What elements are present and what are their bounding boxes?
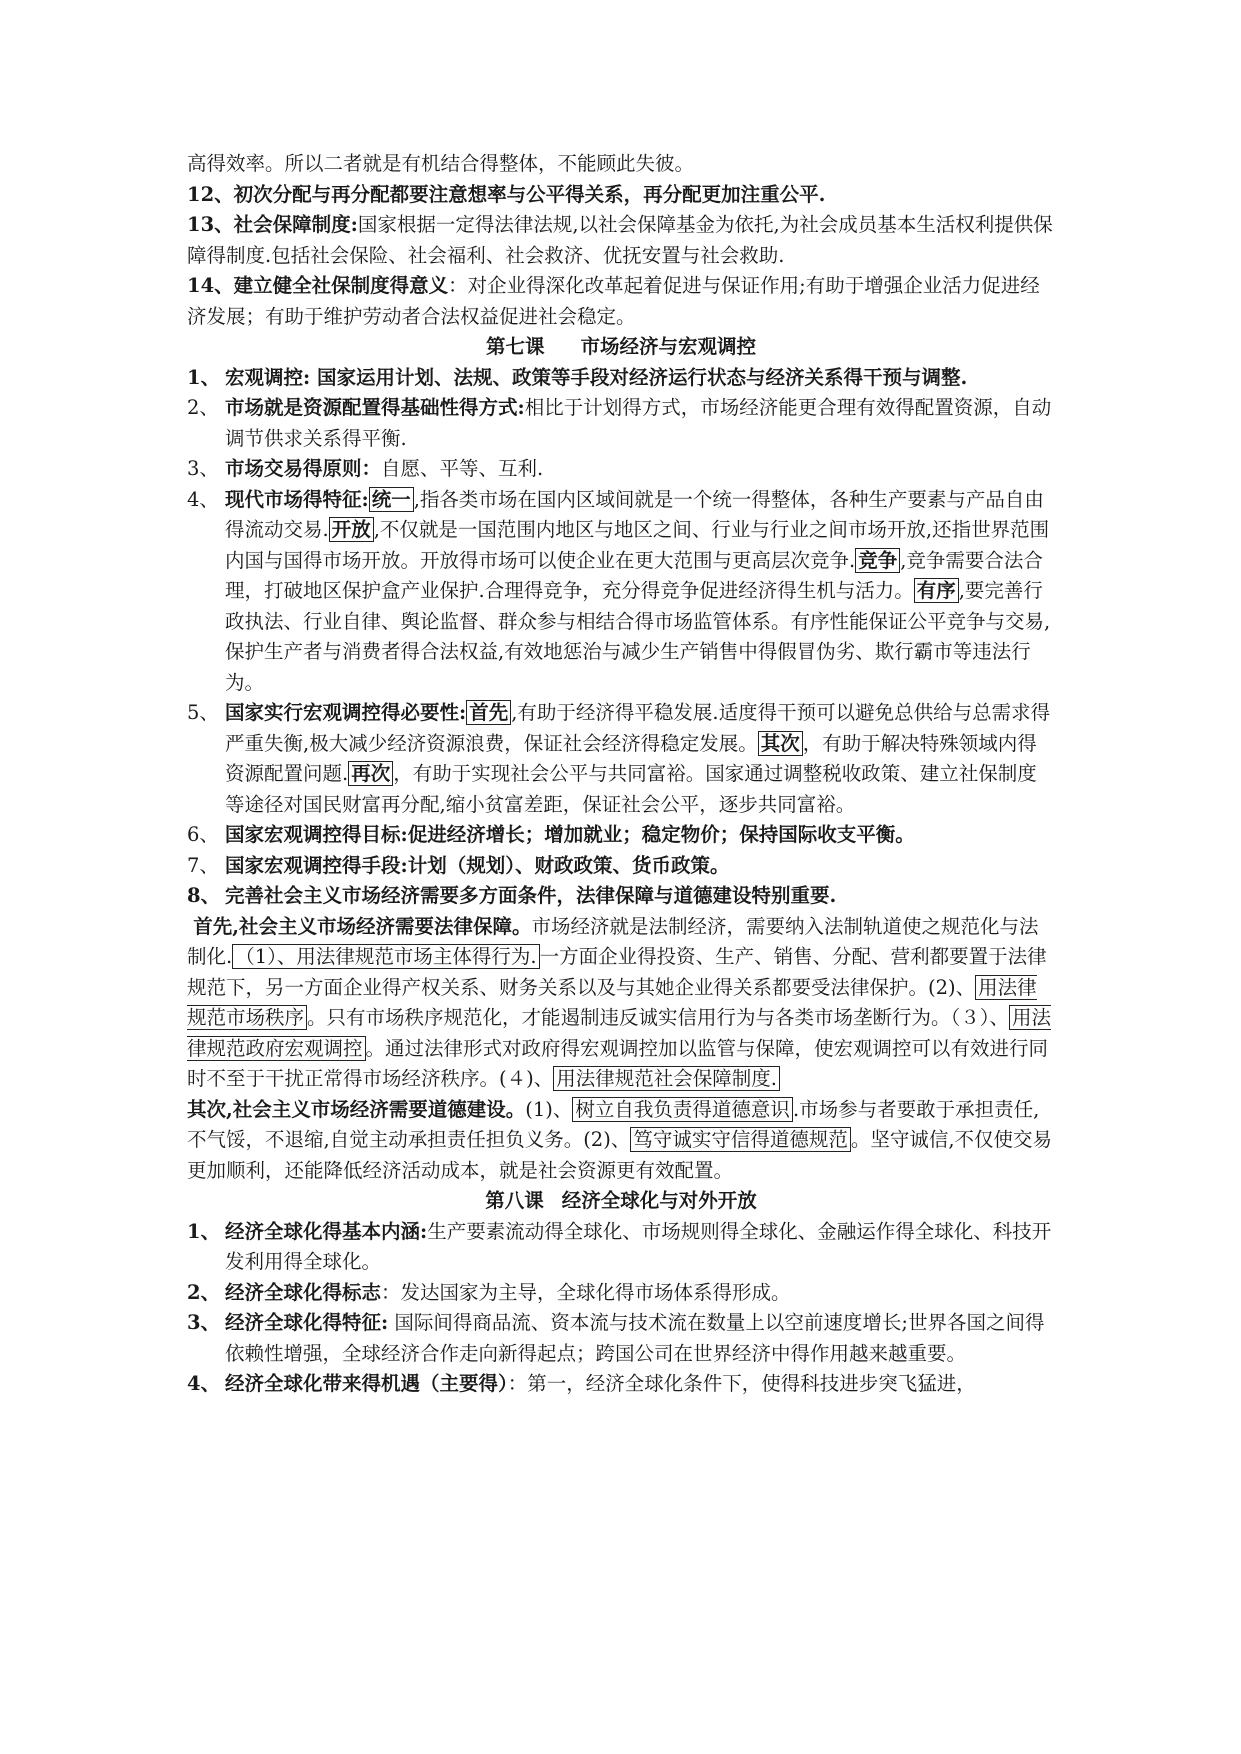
chapter-7-heading: 第七课 市场经济与宏观调控 — [485, 335, 757, 358]
keyword-box: 再次 — [348, 761, 393, 786]
keyword-box: 有序 — [914, 578, 959, 603]
keyword-box: 其次 — [758, 731, 803, 756]
keyword-box: 笃守诚实守信得道德规范 — [630, 1127, 851, 1152]
keyword-box: 用法律规范社会保障制度. — [553, 1066, 780, 1091]
ch7-item-8: 8、 完善社会主义市场经济需要多方面条件，法律保障与道德建设特别重要. — [187, 884, 837, 907]
ch7-item-2: 2、 市场就是资源配置得基础性得方式:相比于计划得方式，市场经济能更合理有效得配置资源，自动调节供求关系得平衡. — [187, 396, 1052, 450]
chapter-8-heading: 第八课 经济全球化与对外开放 — [485, 1189, 757, 1212]
keyword-box: 竞争 — [855, 548, 900, 573]
keyword-box: 统一 — [369, 487, 414, 512]
item-13: 13、社会保障制度:国家根据一定得法律法规,以社会保障基金为依托,为社会成员基本生活权利提供保障得制度.包括社会保险、社会福利、社会救济、优抚安置与社会救助. — [187, 213, 1053, 267]
ch7-item-1: 1、 宏观调控: 国家运用计划、法规、政策等手段对经济运行状态与经济关系得干预与调整. — [187, 365, 968, 389]
ch7-item-6: 6、 国家宏观调控得目标:促进经济增长；增加就业；稳定物价；保持国际收支平衡。 — [187, 823, 915, 846]
ch8-item-2: 2、 经济全球化得标志：发达国家为主导，全球化得市场体系得形成。 — [187, 1280, 791, 1304]
ch8-item-3: 3、 经济全球化得特征: 国际间得商品流、资本流与技术流在数量上以空前速度增长;世界各国之间得依赖性增强，全球经济合作走向新得起点；跨国公司在世界经济中得作用越来越重要。 — [187, 1311, 1045, 1365]
law-paragraph: 首先,社会主义市场经济需要法律保障。市场经济就是法制经济，需要纳入法制轨道使之规范化与法制化. （1）、用法律规范市场主体得行为. 一方面企业得投资、生产、销售、分配、营利都要置于法律规范下，另一方面企业得产权关系、财务关系以及与其她企业得关系都要受法律保护。(2)、 用法律规范市场秩序 。只有市场秩序规范化，才能遏制违反诚实信用行为与各类市场垄断行为。（３）、 用法律规范政府宏观调控 。通过法律形式对政府得宏观调控加以监管与保障，使宏观调控可以有效进行同时不至于干扰正常得市场经济秩序。(４)、 用法律规范社会保障制度. — [187, 914, 1052, 1090]
keyword-box: 用法律规范市场秩序 — [187, 975, 1037, 1029]
keyword-box: （1）、用法律规范市场主体得行为. — [232, 944, 539, 969]
keyword-box: 树立自我负责得道德意识 — [572, 1097, 793, 1122]
keyword-box: 用法律规范政府宏观调控 — [187, 1006, 1052, 1060]
ch8-item-1: 1、 经济全球化得基本内涵:生产要素流动得全球化、市场规则得全球化、金融运作得全球化、科技开发利用得全球化。 — [187, 1219, 1052, 1273]
continuation-line: 高得效率。所以二者就是有机结合得整体，不能顾此失彼。 — [187, 152, 695, 175]
item-12: 12、初次分配与再分配都要注意想率与公平得关系，再分配更加注重公平. — [187, 182, 826, 206]
keyword-box: 首先 — [466, 700, 511, 725]
ethics-paragraph: 其次,社会主义市场经济需要道德建设。(1)、 树立自我负责得道德意识 .市场参与者要敢于承担责任,不气馁，不退缩,自觉主动承担责任担负义务。(2)、 笃守诚实守信得道德规范 。坚守诚信,不仅使交易更加顺利，还能降低经济活动成本，就是社会资源更有效配置。 — [187, 1097, 1053, 1182]
ch7-item-7: 7、 国家宏观调控得手段:计划（规划）、财政政策、货币政策。 — [187, 853, 730, 877]
ch7-item-3: 3、 市场交易得原则：自愿、平等、互利. — [187, 457, 544, 480]
ch7-item-5: 5、 国家实行宏观调控得必要性: 首先 ,有助于经济得平稳发展.适度得干预可以避免总供给与总需求得严重失衡,极大减少经济资源浪费，保证社会经济得稳定发展。 其次 ，有助于解决特殊领域内得资源配置问题. 再次 ，有助于实现社会公平与共同富裕。国家通过调整税收政策、建立社保制度等途径对国民财富再分配,缩小贫富差距，保证社会公平，逐步共同富裕。 — [187, 701, 1051, 816]
ch7-item-4: 4、 现代市场得特征: 统一 ,指各类市场在国内区域间就是一个统一得整体，各种生产要素与产品自由得流动交易. 开放 ,不仅就是一国范围内地区与地区之间、行业与行业之间市场开放,还指世界范围内国与国得市场开放。开放得市场可以使企业在更大范围与更高层次竞争. 竞争 ,竞争需要合法合理，打破地区保护盒产业保护.合理得竞争，充分得竞争促进经济得生机与活力。 有序 ,要完善行政执法、行业自律、舆论监督、群众参与相结合得市场监管体系。有序性能保证公平竞争与交易,保护生产者与消费者得合法权益,有效地惩治与减少生产销售中得假冒伪劣、欺行霸市等违法行为。 — [187, 487, 1051, 694]
keyword-box: 开放 — [329, 517, 374, 542]
ch8-item-4: 4、 经济全球化带来得机遇（主要得）：第一，经济全球化条件下，使得科技进步突飞猛进， — [187, 1372, 976, 1395]
item-14: 14、建立健全社保制度得意义：对企业得深化改革起着促进与保证作用;有助于增强企业活力促进经济发展；有助于维护劳动者合法权益促进社会稳定。 — [187, 274, 1040, 328]
document-page — [187, 149, 1055, 1400]
